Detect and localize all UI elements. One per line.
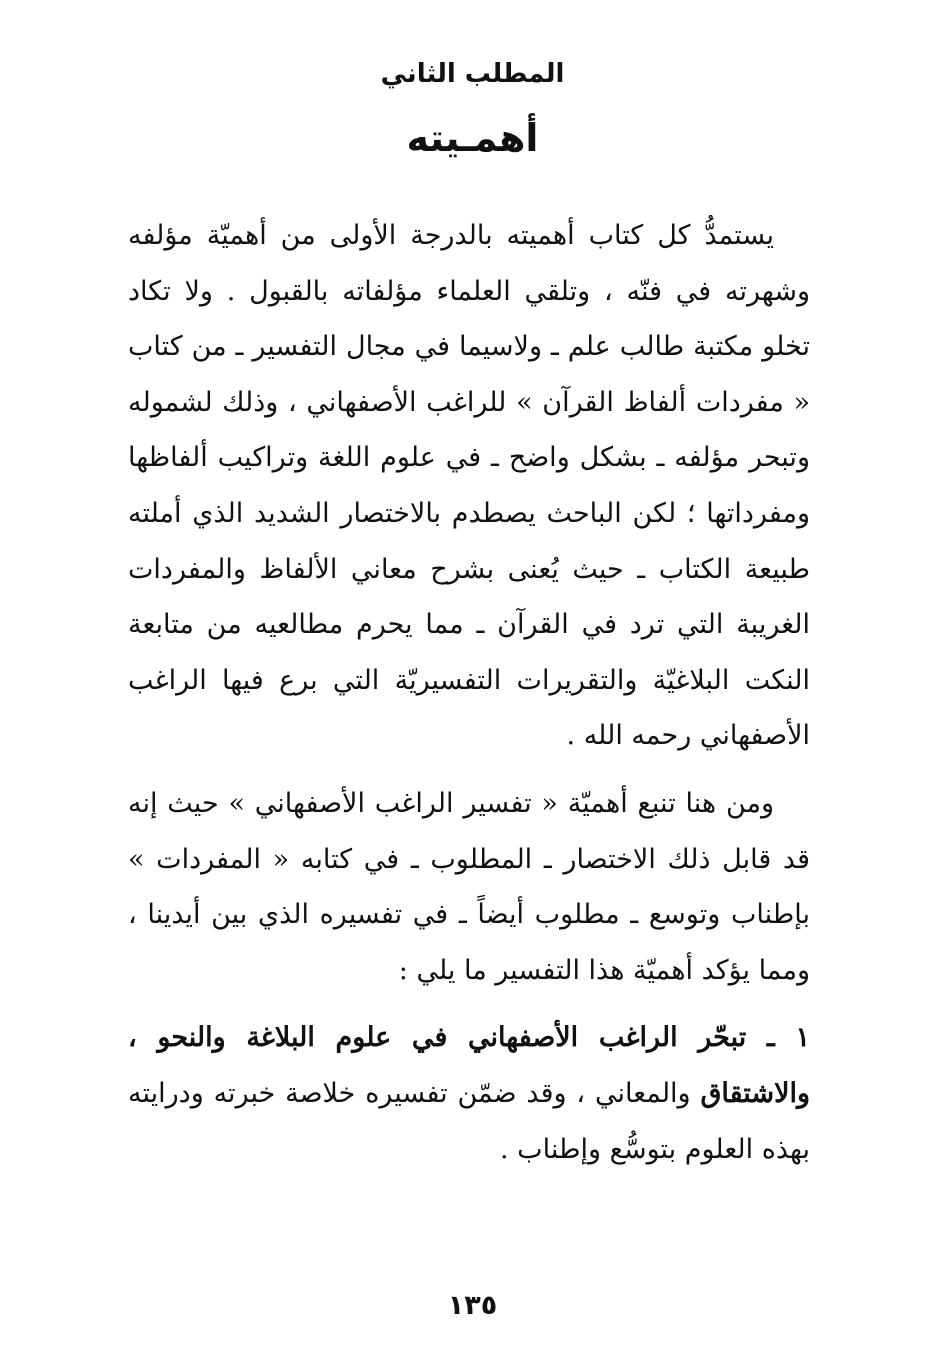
list-item-1-lead: ١ ـ تبحّر الراغب الأصفهاني في علوم البلاغة والنحو ، والاشتقاق [128, 1022, 811, 1109]
paragraph-importance-tafsir: ومن هنا تنبع أهميّة « تفسير الراغب الأصفهاني » حيث إنه قد قابل ذلك الاختصار ـ المطلوب ـ في كتابه « المفردات » بإطناب وتوسع ـ مطلوب أيضاً ـ في تفسيره الذي بين أيدينا ، ومما يؤكد أهميّة هذا التفسير ما يلي : [128, 787, 810, 986]
paragraph-importance-intro: يستمدُّ كل كتاب أهميته بالدرجة الأولى من أهميّة مؤلفه وشهرته في فنّه ، وتلقي العلماء مؤلفاته بالقبول . ولا تكاد تخلو مكتبة طالب علم ـ ولاسيما في مجال التفسير ـ من كتاب « مفردات ألفاظ القرآن » للراغب الأصفهاني ، وذلك لشموله وتبحر مؤلفه ـ بشكل واضح ـ في علوم اللغة وتراكيب ألفاظها ومفرداتها ؛ لكن الباحث يصطدم بالاختصار الشديد الذي أملته طبيعة الكتاب ـ حيث يُعنى بشرح معاني الألفاظ والمفردات الغريبة التي ترد في القرآن ـ مما يحرم مطالعيه من متابعة النكت البلاغيّة والتقريرات التفسيريّة التي برع فيها الراغب الأصفهاني رحمه الله . [128, 220, 810, 752]
section-label: المطلب الثاني [380, 59, 565, 89]
list-item-1 [128, 1010, 810, 1177]
list-item-1-text: والمعاني ، وقد ضمّن تفسيره خلاصة خبرته ودرايته بهذه العلوم بتوسُّع وإطناب . [128, 1077, 810, 1165]
page-number: ١٣٥ [447, 1290, 498, 1321]
section-title: أهمـيته [406, 116, 539, 160]
body-text [128, 208, 810, 1177]
